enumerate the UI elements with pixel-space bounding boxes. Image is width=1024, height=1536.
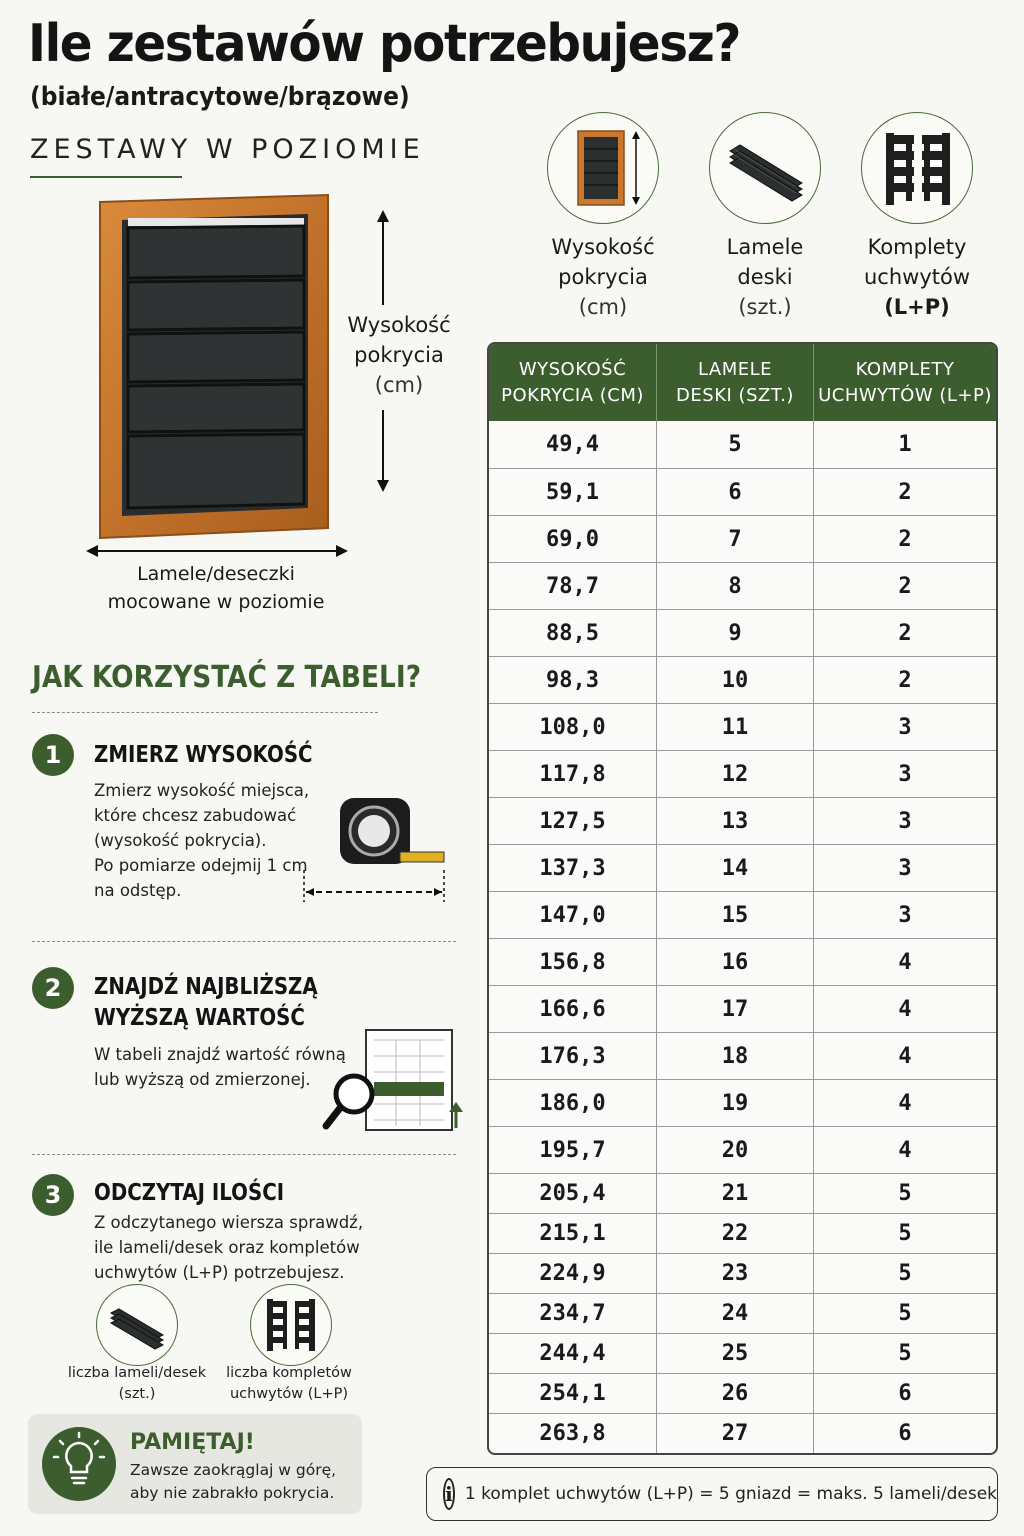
slats-cell: 7 bbox=[657, 516, 814, 562]
lightbulb-icon bbox=[42, 1427, 116, 1501]
table-row bbox=[489, 750, 996, 797]
width-arrow-icon bbox=[86, 542, 348, 560]
step-number: 1 bbox=[32, 734, 74, 776]
brackets-cell: 2 bbox=[898, 526, 912, 552]
step-title: ZMIERZ WYSOKOŚĆ bbox=[94, 742, 313, 768]
brackets-cell: 3 bbox=[898, 902, 912, 928]
table-row bbox=[489, 656, 996, 703]
slats-cell: 17 bbox=[657, 986, 814, 1032]
table-row bbox=[489, 1173, 996, 1213]
height-cell: 156,8 bbox=[489, 939, 657, 985]
brackets-cell: 6 bbox=[898, 1381, 912, 1406]
slats-cell: 24 bbox=[657, 1294, 814, 1333]
height-cell: 205,4 bbox=[489, 1174, 657, 1213]
table-row bbox=[489, 938, 996, 985]
frame-illustration bbox=[90, 190, 340, 550]
column-label-slats: Lamele deski (szt.) bbox=[726, 235, 804, 319]
height-cell: 244,4 bbox=[489, 1334, 657, 1373]
mini-label-slats: liczba lameli/desek (szt.) bbox=[67, 1365, 207, 1402]
height-cell: 117,8 bbox=[489, 751, 657, 797]
howto-title: JAK KORZYSTAĆ Z TABELI? bbox=[32, 660, 422, 695]
divider bbox=[32, 1154, 456, 1155]
brackets-cell: 3 bbox=[898, 761, 912, 787]
height-cell: 215,1 bbox=[489, 1214, 657, 1253]
slats-cell: 25 bbox=[657, 1334, 814, 1373]
section-underline bbox=[30, 176, 182, 178]
page-title: Ile zestawów potrzebujesz? bbox=[28, 14, 740, 74]
slats-cell: 10 bbox=[657, 657, 814, 703]
height-cell: 263,8 bbox=[489, 1414, 657, 1453]
height-cell: 78,7 bbox=[489, 563, 657, 609]
height-cell: 195,7 bbox=[489, 1127, 657, 1173]
brackets-cell: 5 bbox=[898, 1341, 912, 1366]
frame-height-icon bbox=[547, 112, 659, 224]
height-cell: 234,7 bbox=[489, 1294, 657, 1333]
brackets-cell: 4 bbox=[898, 996, 912, 1022]
divider bbox=[32, 941, 456, 942]
brackets-cell: 2 bbox=[898, 620, 912, 646]
mini-label-brackets: liczba kompletów uchwytów (L+P) bbox=[226, 1365, 352, 1402]
brackets-cell: 4 bbox=[898, 1137, 912, 1163]
brackets-cell: 4 bbox=[898, 1090, 912, 1116]
table-row bbox=[489, 515, 996, 562]
tape-measure-icon bbox=[300, 790, 450, 902]
height-cell: 127,5 bbox=[489, 798, 657, 844]
slats-cell: 14 bbox=[657, 845, 814, 891]
divider bbox=[32, 712, 378, 713]
info-note bbox=[426, 1467, 998, 1521]
table-row bbox=[489, 1032, 996, 1079]
slats-cell: 23 bbox=[657, 1254, 814, 1293]
brackets-cell: 1 bbox=[898, 432, 912, 457]
info-icon: i bbox=[443, 1478, 455, 1510]
brackets-icon bbox=[861, 112, 973, 224]
brackets-cell: 5 bbox=[898, 1181, 912, 1206]
height-cell: 59,1 bbox=[489, 469, 657, 515]
table-row bbox=[489, 1373, 996, 1413]
slats-cell: 13 bbox=[657, 798, 814, 844]
height-cell: 147,0 bbox=[489, 892, 657, 938]
table-row bbox=[489, 844, 996, 891]
table-row bbox=[489, 1413, 996, 1453]
height-cell: 88,5 bbox=[489, 610, 657, 656]
brackets-cell: 2 bbox=[898, 479, 912, 505]
remember-text: Zawsze zaokrąglaj w górę, aby nie zabrakło pokrycia. bbox=[130, 1461, 337, 1502]
header-brackets: KOMPLETY UCHWYTÓW (L+P) bbox=[818, 358, 992, 406]
brackets-cell: 6 bbox=[898, 1421, 912, 1446]
step-text: Zmierz wysokość miejsca, które chcesz zabudować (wysokość pokrycia). Po pomiarze odejmij 1 cm na odstęp. bbox=[94, 781, 310, 900]
header-height: WYSOKOŚĆ POKRYCIA (CM) bbox=[489, 344, 657, 421]
height-cell: 137,3 bbox=[489, 845, 657, 891]
step-number: 2 bbox=[32, 967, 74, 1009]
width-label: Lamele/deseczki mocowane w poziomie bbox=[107, 563, 325, 613]
height-cell: 254,1 bbox=[489, 1374, 657, 1413]
slats-cell: 9 bbox=[657, 610, 814, 656]
height-cell: 69,0 bbox=[489, 516, 657, 562]
remember-title: PAMIĘTAJ! bbox=[130, 1430, 255, 1455]
slats-cell: 15 bbox=[657, 892, 814, 938]
slats-cell: 21 bbox=[657, 1174, 814, 1213]
slats-icon bbox=[96, 1284, 178, 1366]
brackets-cell: 2 bbox=[898, 667, 912, 693]
page-subtitle: (białe/antracytowe/brązowe) bbox=[30, 82, 410, 112]
brackets-cell: 5 bbox=[898, 1221, 912, 1246]
height-cell: 186,0 bbox=[489, 1080, 657, 1126]
table-row bbox=[489, 1126, 996, 1173]
table-row bbox=[489, 609, 996, 656]
slats-cell: 5 bbox=[657, 421, 814, 468]
step-title: ODCZYTAJ ILOŚCI bbox=[94, 1180, 285, 1206]
slats-cell: 18 bbox=[657, 1033, 814, 1079]
header-slats: LAMELE DESKI (SZT.) bbox=[657, 344, 814, 421]
slats-cell: 20 bbox=[657, 1127, 814, 1173]
slats-cell: 11 bbox=[657, 704, 814, 750]
slats-cell: 16 bbox=[657, 939, 814, 985]
brackets-cell: 2 bbox=[898, 573, 912, 599]
height-cell: 108,0 bbox=[489, 704, 657, 750]
slats-cell: 6 bbox=[657, 469, 814, 515]
height-cell: 176,3 bbox=[489, 1033, 657, 1079]
slats-cell: 22 bbox=[657, 1214, 814, 1253]
brackets-cell: 3 bbox=[898, 714, 912, 740]
table-row bbox=[489, 797, 996, 844]
height-cell: 98,3 bbox=[489, 657, 657, 703]
slats-icon bbox=[709, 112, 821, 224]
column-label-height: Wysokość pokrycia (cm) bbox=[551, 235, 655, 319]
table-body bbox=[489, 421, 996, 1453]
brackets-cell: 3 bbox=[898, 808, 912, 834]
table-row bbox=[489, 703, 996, 750]
brackets-cell: 5 bbox=[898, 1301, 912, 1326]
brackets-cell: 3 bbox=[898, 855, 912, 881]
table-row bbox=[489, 421, 996, 468]
step-text: Z odczytanego wiersza sprawdź, ile lameli/desek oraz kompletów uchwytów (L+P) potrzebujesz. bbox=[94, 1213, 364, 1282]
table-row bbox=[489, 1213, 996, 1253]
height-cell: 224,9 bbox=[489, 1254, 657, 1293]
slats-cell: 27 bbox=[657, 1414, 814, 1453]
slats-cell: 26 bbox=[657, 1374, 814, 1413]
height-label: Wysokość pokrycia (cm) bbox=[347, 313, 451, 397]
table-row bbox=[489, 1293, 996, 1333]
table-header bbox=[489, 344, 996, 421]
brackets-cell: 4 bbox=[898, 1043, 912, 1069]
table-search-icon bbox=[318, 1026, 468, 1134]
table-row bbox=[489, 468, 996, 515]
step-title: ZNAJDŹ NAJBLIŻSZĄ WYŻSZĄ WARTOŚĆ bbox=[94, 974, 318, 1031]
column-label-brackets: Komplety uchwytów (L+P) bbox=[863, 235, 971, 319]
slats-cell: 19 bbox=[657, 1080, 814, 1126]
table-row bbox=[489, 562, 996, 609]
step-text: W tabeli znajdź wartość równą lub wyższą od zmierzonej. bbox=[94, 1045, 346, 1089]
sizing-table bbox=[487, 342, 998, 1455]
brackets-cell: 4 bbox=[898, 949, 912, 975]
table-row bbox=[489, 985, 996, 1032]
table-row bbox=[489, 891, 996, 938]
step-number: 3 bbox=[32, 1174, 74, 1216]
slats-cell: 8 bbox=[657, 563, 814, 609]
table-row bbox=[489, 1079, 996, 1126]
remember-box bbox=[28, 1414, 362, 1514]
height-cell: 166,6 bbox=[489, 986, 657, 1032]
slats-cell: 12 bbox=[657, 751, 814, 797]
info-note-text: 1 komplet uchwytów (L+P) = 5 gniazd = maks. 5 lameli/desek bbox=[464, 1484, 997, 1504]
table-row bbox=[489, 1333, 996, 1373]
height-cell: 49,4 bbox=[489, 421, 657, 468]
section-label: ZESTAWY W POZIOMIE bbox=[30, 134, 425, 165]
table-row bbox=[489, 1253, 996, 1293]
brackets-cell: 5 bbox=[898, 1261, 912, 1286]
brackets-icon bbox=[250, 1284, 332, 1366]
